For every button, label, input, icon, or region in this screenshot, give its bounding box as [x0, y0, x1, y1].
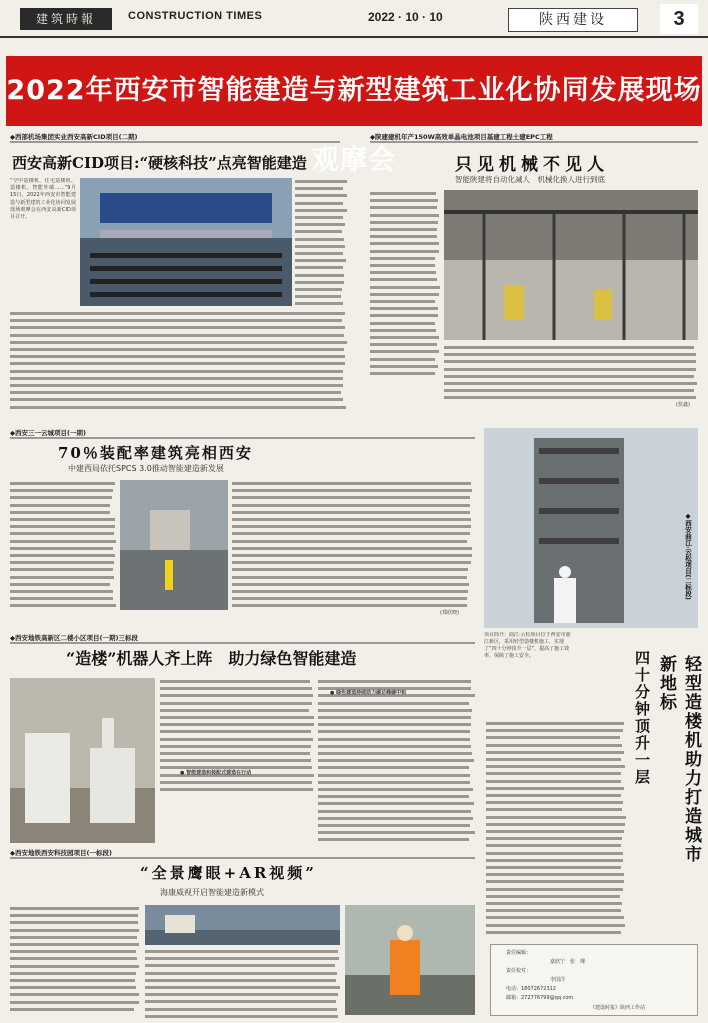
proof-name: 李国洋 [550, 977, 566, 983]
text-line [295, 202, 343, 205]
sidebar-headline-2: 四十分钟顶升一层 [633, 650, 651, 786]
text-line [295, 238, 344, 241]
phone: 电话：18072672312 [506, 986, 556, 992]
text-line [370, 264, 435, 267]
sidebar-caption: 项目简介：曲江·云松项目位于西安市曲江新区，采用轻型造楼机施工，实现了“四十分钟顶升一层”，提高了施工效率，保障了施工安全。 [484, 632, 571, 659]
text-line [10, 597, 113, 600]
text-line [160, 680, 310, 683]
text-line [160, 694, 313, 697]
text-line [10, 391, 341, 394]
text-line [160, 759, 311, 762]
text-line [10, 406, 346, 409]
text-line [232, 540, 467, 543]
text-line [160, 738, 313, 741]
story-subheadline: 中建西局依托SPCS 3.0推动智能建造新发展 [68, 464, 224, 473]
text-line [10, 583, 110, 586]
text-line [10, 341, 347, 344]
text-line [10, 362, 345, 365]
text-line [10, 377, 343, 380]
text-line [295, 274, 344, 277]
story-headline: “造楼”机器人齐上阵 助力绿色智能建造 [66, 649, 357, 668]
sidebar-body [486, 720, 626, 940]
text-line [318, 781, 470, 784]
divider [370, 141, 698, 143]
text-line [10, 489, 113, 492]
text-line [318, 716, 471, 719]
text-line [486, 765, 625, 768]
text-line [486, 751, 624, 754]
story-headline: 西安高新CID项目:“硬核科技”点亮智能建造 [12, 154, 307, 172]
text-line [10, 554, 115, 557]
text-line [10, 576, 114, 579]
section-label: 陕西建设 [508, 8, 638, 32]
text-line [232, 547, 472, 550]
text-line [295, 245, 345, 248]
issue-date: 2022 · 10 · 10 [368, 10, 443, 24]
text-line [10, 957, 137, 960]
text-line [370, 372, 435, 375]
text-line [370, 322, 435, 325]
text-line [160, 702, 312, 705]
text-line [486, 823, 625, 826]
story-column-1 [370, 190, 440, 380]
text-line [10, 547, 113, 550]
text-line [10, 950, 136, 953]
text-line [232, 496, 470, 499]
editor-names: 嘉欣宁 张 璨 [550, 959, 586, 965]
text-line [10, 355, 345, 358]
text-line [318, 723, 471, 726]
text-line [370, 336, 439, 339]
text-line [10, 504, 110, 507]
text-line [370, 365, 438, 368]
sidebar-tag: ◆西安曲江·云松项目(二标段) [684, 512, 692, 600]
text-line [370, 343, 437, 346]
text-line [295, 259, 346, 262]
text-line [318, 738, 470, 741]
text-line [160, 788, 313, 791]
story-headline: 只见机械不见人 [455, 155, 609, 175]
text-line [232, 525, 471, 528]
text-line [370, 192, 436, 195]
text-line [295, 302, 343, 305]
text-line [145, 979, 336, 982]
text-line [145, 957, 339, 960]
text-line [318, 817, 473, 820]
text-line [10, 518, 115, 521]
text-line [318, 831, 475, 834]
text-line [486, 830, 624, 833]
text-line [486, 808, 622, 811]
text-line [486, 902, 622, 905]
text-line [295, 180, 347, 183]
story-body [10, 310, 347, 410]
text-line [318, 788, 473, 791]
story-headline: 70％装配率建筑亮相西安 [58, 444, 253, 462]
text-line [10, 979, 135, 982]
text-line [232, 604, 467, 607]
text-line [295, 288, 342, 291]
story-photo [80, 178, 292, 306]
text-line [160, 752, 310, 755]
text-line [486, 780, 621, 783]
divider [10, 437, 475, 439]
text-line [145, 1000, 336, 1003]
text-line [486, 931, 621, 934]
text-line [486, 772, 621, 775]
story-tag: ◆西安地铁高新区二楼小区项目(一期)三标段 [10, 634, 138, 642]
text-line [10, 561, 114, 564]
banner-headline: 2022年西安市智能建造与新型建筑工业化协同发展现场观摩会 [6, 56, 702, 126]
text-line [486, 722, 624, 725]
text-line [160, 781, 312, 784]
text-line [370, 257, 435, 260]
text-line [10, 914, 138, 917]
text-line [486, 895, 620, 898]
text-line [145, 1008, 337, 1011]
text-line [10, 511, 110, 514]
text-line [444, 389, 694, 392]
text-line [10, 525, 115, 528]
text-line [318, 838, 469, 841]
text-line [10, 319, 342, 322]
text-line [318, 802, 474, 805]
text-line [444, 360, 696, 363]
text-line [232, 511, 470, 514]
text-line [145, 972, 337, 975]
story-photo [145, 905, 340, 945]
text-line [318, 810, 471, 813]
text-line [486, 744, 622, 747]
text-line [444, 346, 694, 349]
sidebar-photo [484, 428, 698, 628]
text-line [160, 730, 311, 733]
text-line [10, 384, 343, 387]
text-line [486, 880, 624, 883]
story-intro: “空中造楼机、住宅造楼机、造楼机、智能外墙……”9月15日，2022年西安市智能建造与新型建筑工业化协同发展现场观摩会在西安高新CID项目召开。 [10, 178, 76, 221]
text-line [370, 242, 439, 245]
text-line [486, 736, 620, 739]
divider [10, 642, 475, 644]
text-line [370, 307, 438, 310]
text-line [318, 774, 470, 777]
text-line [10, 334, 344, 337]
text-line [232, 576, 467, 579]
text-line [486, 916, 624, 919]
text-line [10, 482, 115, 485]
divider [10, 857, 475, 859]
story-tag: ◆西安地铁西安科技园项目(一标段) [10, 849, 112, 857]
text-line [444, 382, 697, 385]
text-line [10, 972, 136, 975]
text-line [370, 300, 435, 303]
text-line [295, 216, 343, 219]
proof-label: 责任校对： [506, 968, 532, 974]
sidebar-headline-1: 轻型造楼机助力打造城市新地标 [656, 655, 701, 864]
text-line [10, 326, 345, 329]
text-line [370, 235, 437, 238]
story-photo [120, 480, 228, 610]
story-column-3 [295, 178, 347, 306]
page-number: 3 [660, 4, 698, 34]
text-line [318, 752, 472, 755]
text-line [232, 504, 470, 507]
text-line [10, 370, 343, 373]
story-subheadline: 智能陕建将自动化减人 机械化换人进行到底 [455, 175, 605, 184]
text-line [370, 314, 438, 317]
text-line [370, 358, 435, 361]
story-body [232, 480, 472, 610]
text-line [160, 745, 311, 748]
text-line [10, 604, 116, 607]
text-line [160, 709, 309, 712]
text-line [486, 852, 623, 855]
text-line [486, 866, 621, 869]
text-line [295, 281, 344, 284]
text-line [232, 482, 471, 485]
text-line [486, 837, 622, 840]
text-line [10, 929, 139, 932]
text-line [160, 766, 312, 769]
text-line [295, 223, 345, 226]
text-line [10, 348, 344, 351]
story-column-1 [10, 905, 140, 1015]
text-line [10, 532, 114, 535]
text-line [10, 398, 343, 401]
text-line [370, 350, 439, 353]
text-line [10, 590, 113, 593]
text-line [370, 250, 439, 253]
text-line [160, 723, 314, 726]
text-line [10, 496, 112, 499]
text-line [295, 194, 347, 197]
story-subhead: ● 智能建造和装配式建造在行动 [180, 770, 252, 776]
text-line [232, 532, 470, 535]
text-line [145, 993, 338, 996]
text-line [486, 729, 623, 732]
story-photo [345, 905, 475, 1015]
text-line [232, 554, 472, 557]
text-line [10, 312, 345, 315]
text-line [318, 745, 471, 748]
text-line [370, 228, 437, 231]
text-line [10, 540, 116, 543]
text-line [10, 1008, 134, 1011]
story-subhead: ● 绿色建造持续助力碳达峰碳中和 [330, 690, 407, 696]
text-line [295, 266, 343, 269]
text-line [318, 730, 470, 733]
text-line [486, 888, 623, 891]
text-line [318, 702, 469, 705]
text-line [370, 221, 438, 224]
text-line [370, 199, 438, 202]
text-line [10, 986, 136, 989]
text-line [10, 907, 139, 910]
text-line [370, 329, 436, 332]
text-line [370, 271, 436, 274]
divider [10, 141, 340, 143]
text-line [318, 766, 469, 769]
text-line [444, 396, 696, 399]
text-line [370, 206, 437, 209]
text-line [444, 353, 696, 356]
newspaper-logo: 建筑時報 [20, 8, 112, 30]
text-line [295, 295, 341, 298]
text-line [486, 758, 621, 761]
text-line [486, 787, 624, 790]
story-body [444, 344, 698, 406]
text-line [232, 597, 467, 600]
text-line [370, 278, 437, 281]
footer-credit: 《建设时报》陕西工作站 [590, 1005, 646, 1011]
text-line [370, 214, 439, 217]
text-line [145, 950, 338, 953]
text-line [145, 986, 340, 989]
text-line [10, 1001, 139, 1004]
text-line [486, 801, 623, 804]
text-line [486, 924, 625, 927]
text-line [145, 964, 335, 967]
text-line [486, 816, 626, 819]
story-credit: (侯鑫) [676, 402, 690, 408]
story-photo [444, 190, 698, 340]
text-line [10, 921, 138, 924]
text-line [232, 518, 471, 521]
story-tag: ◆陕建建机年产150W高效单晶电池项目基建工程土建EPC工程 [370, 133, 553, 141]
text-line [232, 489, 472, 492]
story-column-1 [160, 678, 315, 798]
text-line [444, 375, 694, 378]
text-line [10, 568, 113, 571]
text-line [318, 795, 469, 798]
text-line [232, 561, 471, 564]
text-line [486, 844, 621, 847]
text-line [295, 187, 343, 190]
text-line [318, 680, 471, 683]
text-line [145, 1015, 338, 1018]
text-line [232, 583, 469, 586]
text-line [370, 293, 439, 296]
editor-label: 责任编辑： [506, 950, 532, 956]
text-line [160, 687, 312, 690]
text-line [318, 709, 472, 712]
text-line [295, 252, 343, 255]
story-tag: ◆西部机场集团实业西安高新CID项目(二期) [10, 133, 138, 141]
text-line [10, 965, 139, 968]
text-line [232, 590, 468, 593]
story-column-1 [10, 480, 116, 610]
text-line [370, 286, 440, 289]
text-line [295, 230, 342, 233]
text-line [318, 759, 474, 762]
story-headline: “全景鹰眼+AR视频” [140, 864, 317, 882]
text-line [10, 943, 139, 946]
text-line [232, 568, 468, 571]
text-line [318, 824, 470, 827]
english-title: CONSTRUCTION TIMES [128, 10, 263, 22]
story-column-2 [318, 678, 475, 843]
story-tag: ◆西安三一云城项目(一期) [10, 429, 86, 437]
text-line [486, 794, 621, 797]
text-line [444, 368, 696, 371]
text-line [486, 873, 624, 876]
text-line [160, 716, 314, 719]
email: 邮箱：272776799@qq.com [506, 995, 574, 1001]
story-subheadline: 海康威视开启智能建造新模式 [160, 888, 264, 897]
story-credit: (郑欣晓) [440, 610, 459, 616]
text-line [486, 909, 621, 912]
text-line [295, 209, 347, 212]
text-line [486, 859, 623, 862]
story-photo [10, 678, 155, 843]
text-line [10, 936, 137, 939]
text-line [10, 993, 139, 996]
story-body [145, 948, 340, 1018]
